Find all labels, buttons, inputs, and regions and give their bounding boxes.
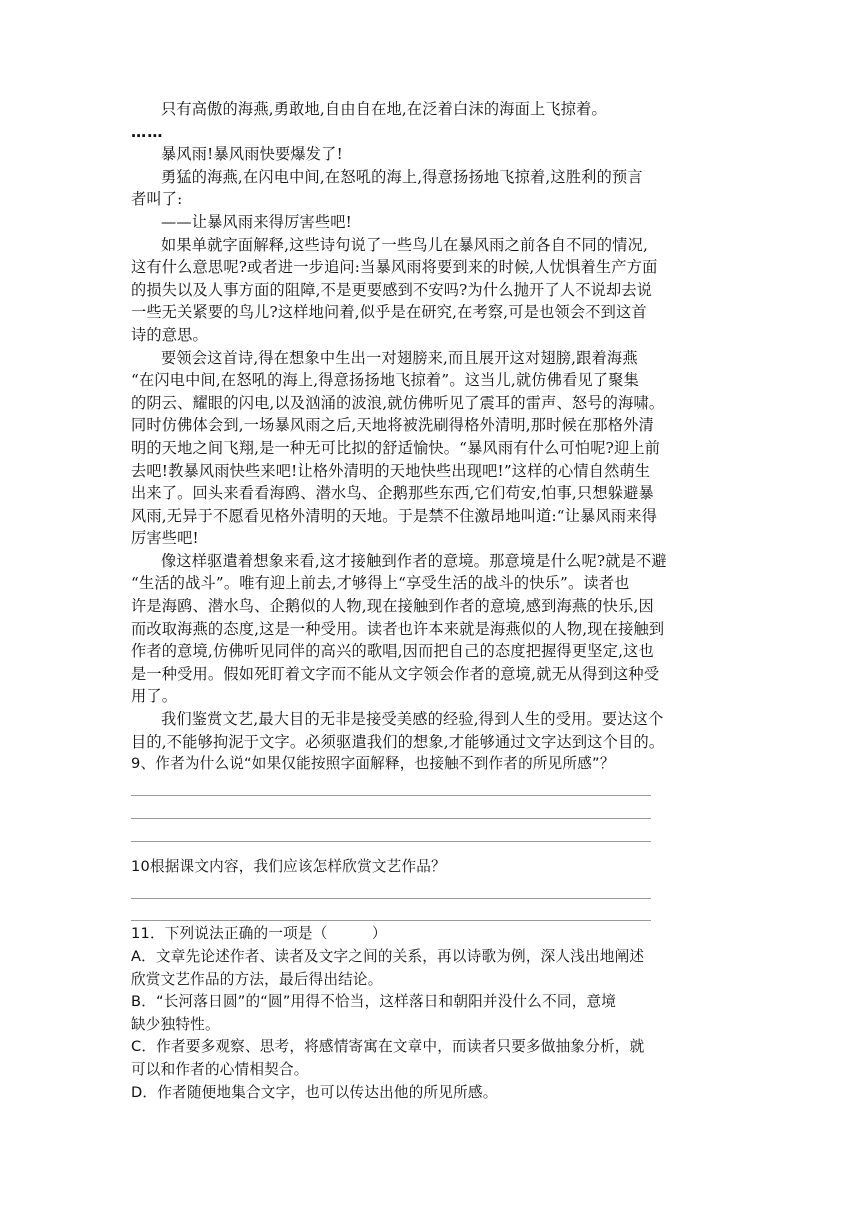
passage	[131, 98, 735, 753]
answer-line[interactable]	[131, 821, 735, 844]
ellipsis-line: ……	[131, 122, 164, 141]
passage-line: 一些无关紧要的鸟儿?这样地问着,似乎是在研究,在考察,可是也领会不到这首	[131, 303, 647, 322]
passage-line: 去吧!教暴风雨快些来吧!让格外清明的天地快些出现吧!”这样的心情自然萌生	[131, 461, 651, 480]
passage-line: 而改取海燕的态度,这是一种受用。读者也许本来就是海燕似的人物,现在接触到	[131, 619, 665, 638]
passage-line: “在闪电中间,在怒吼的海上,得意扬扬地飞掠着”。这当儿,就仿佛看见了聚集	[131, 371, 640, 390]
passage-line: 厉害些吧!	[131, 529, 199, 548]
passage-line: 的损失以及人事方面的阻障,不是更要感到不安吗?为什么抛开了人不说却去说	[131, 280, 653, 299]
question-10-text: 10根据课文内容，我们应该怎样欣赏文艺作品？	[131, 857, 446, 875]
answer-line[interactable]	[131, 798, 735, 821]
answer-line[interactable]	[131, 901, 735, 924]
passage-line: 是一种受用。假如死盯着文字而不能从文字领会作者的意境,就无从得到这种受	[131, 664, 660, 683]
passage-line: 像这样驱遣着想象来看,这才接触到作者的意境。那意境是什么呢?就是不避	[161, 551, 667, 570]
option-c[interactable]: C．作者要多观察、思考，将感情寄寓在文章中，而读者只要多做抽象分析，就	[131, 1038, 645, 1056]
passage-line: 作者的意境,仿佛听见同伴的高兴的歌唱,因而把自己的态度把握得更坚定,这也	[131, 642, 654, 661]
passage-line: 要领会这首诗,得在想象中生出一对翅膀来,而且展开这对翅膀,跟着海燕	[161, 348, 638, 367]
passage-line: 目的,不能够拘泥于文字。必须驱遣我们的想象,才能够通过文字达到这个目的。	[131, 732, 665, 751]
question-9-text: 9、作者为什么说“如果仅能按照字面解释，也接触不到作者的所见所感”？	[131, 755, 615, 773]
passage-line: 用了。	[131, 687, 178, 706]
passage-line: 风雨,无异于不愿看见格外清明的天地。于是禁不住激昂地叫道:“让暴风雨来得	[131, 506, 658, 525]
passage-line: 只有高傲的海燕,勇敢地,自由自在地,在泛着白沫的海面上飞掠着。	[161, 100, 607, 118]
passage-line: “生活的战斗”。唯有迎上前去,才够得上“享受生活的战斗的快乐”。读者也	[131, 574, 630, 593]
option-b-continued: 缺少独特性。	[131, 1015, 220, 1033]
passage-line: 同时仿佛体会到,一场暴风雨之后,天地将被洗刷得格外清明,那时候在那格外清	[131, 416, 654, 435]
document-page	[131, 98, 735, 1104]
passage-line: 诗的意思。	[131, 325, 208, 344]
passage-line: 的阴云、耀眼的闪电,以及汹涌的波浪,就仿佛听见了震耳的雷声、怒号的海啸。	[131, 393, 665, 412]
question-10	[131, 856, 735, 924]
passage-line: 我们鉴赏文艺,最大目的无非是接受美感的经验,得到人生的受用。要达这个	[161, 710, 664, 729]
option-c-continued: 可以和作者的心情相契合。	[131, 1060, 309, 1078]
answer-line[interactable]	[131, 878, 735, 901]
question-11	[131, 923, 735, 1104]
passage-line: 许是海鸥、潜水鸟、企鹅似的人物,现在接触到作者的意境,感到海燕的快乐,因	[131, 597, 654, 616]
question-11-text: 11．下列说法正确的一项是（ ）	[131, 925, 387, 943]
passage-line: 这有什么意思呢?或者进一步追问:当暴风雨将要到来的时候,人忧惧着生产方面	[131, 258, 658, 277]
passage-line: ——让暴风雨来得厉害些吧!	[161, 212, 352, 231]
question-9	[131, 753, 735, 843]
option-b[interactable]: B．“长河落日圆”的“圆”用得不恰当，这样落日和朝阳并没什么不同，意境	[131, 993, 617, 1011]
option-a-continued: 欣赏文艺作品的方法，最后得出结论。	[131, 970, 383, 988]
passage-line: 明的天地之间飞翔,是一种无可比拟的舒适愉快。“暴风雨有什么可怕呢?迎上前	[131, 438, 661, 457]
answer-line[interactable]	[131, 776, 735, 799]
passage-line: 暴风雨!暴风雨快要爆发了!	[161, 145, 343, 164]
passage-line: 如果单就字面解释,这些诗句说了一些鸟儿在暴风雨之前各自不同的情况,	[161, 235, 649, 254]
passage-line: 勇猛的海燕,在闪电中间,在怒吼的海上,得意扬扬地飞掠着,这胜利的预言	[161, 167, 643, 186]
passage-line: 者叫了:	[131, 190, 183, 209]
option-d[interactable]: D．作者随便地集合文字，也可以传达出他的所见所感。	[131, 1083, 498, 1101]
passage-line: 出来了。回头来看看海鸥、潜水鸟、企鹅那些东西,它们苟安,怕事,只想躲避暴	[131, 484, 654, 503]
option-a[interactable]: A．文章先论述作者、读者及文字之间的关系，再以诗歌为例，深人浅出地阐述	[131, 947, 645, 965]
